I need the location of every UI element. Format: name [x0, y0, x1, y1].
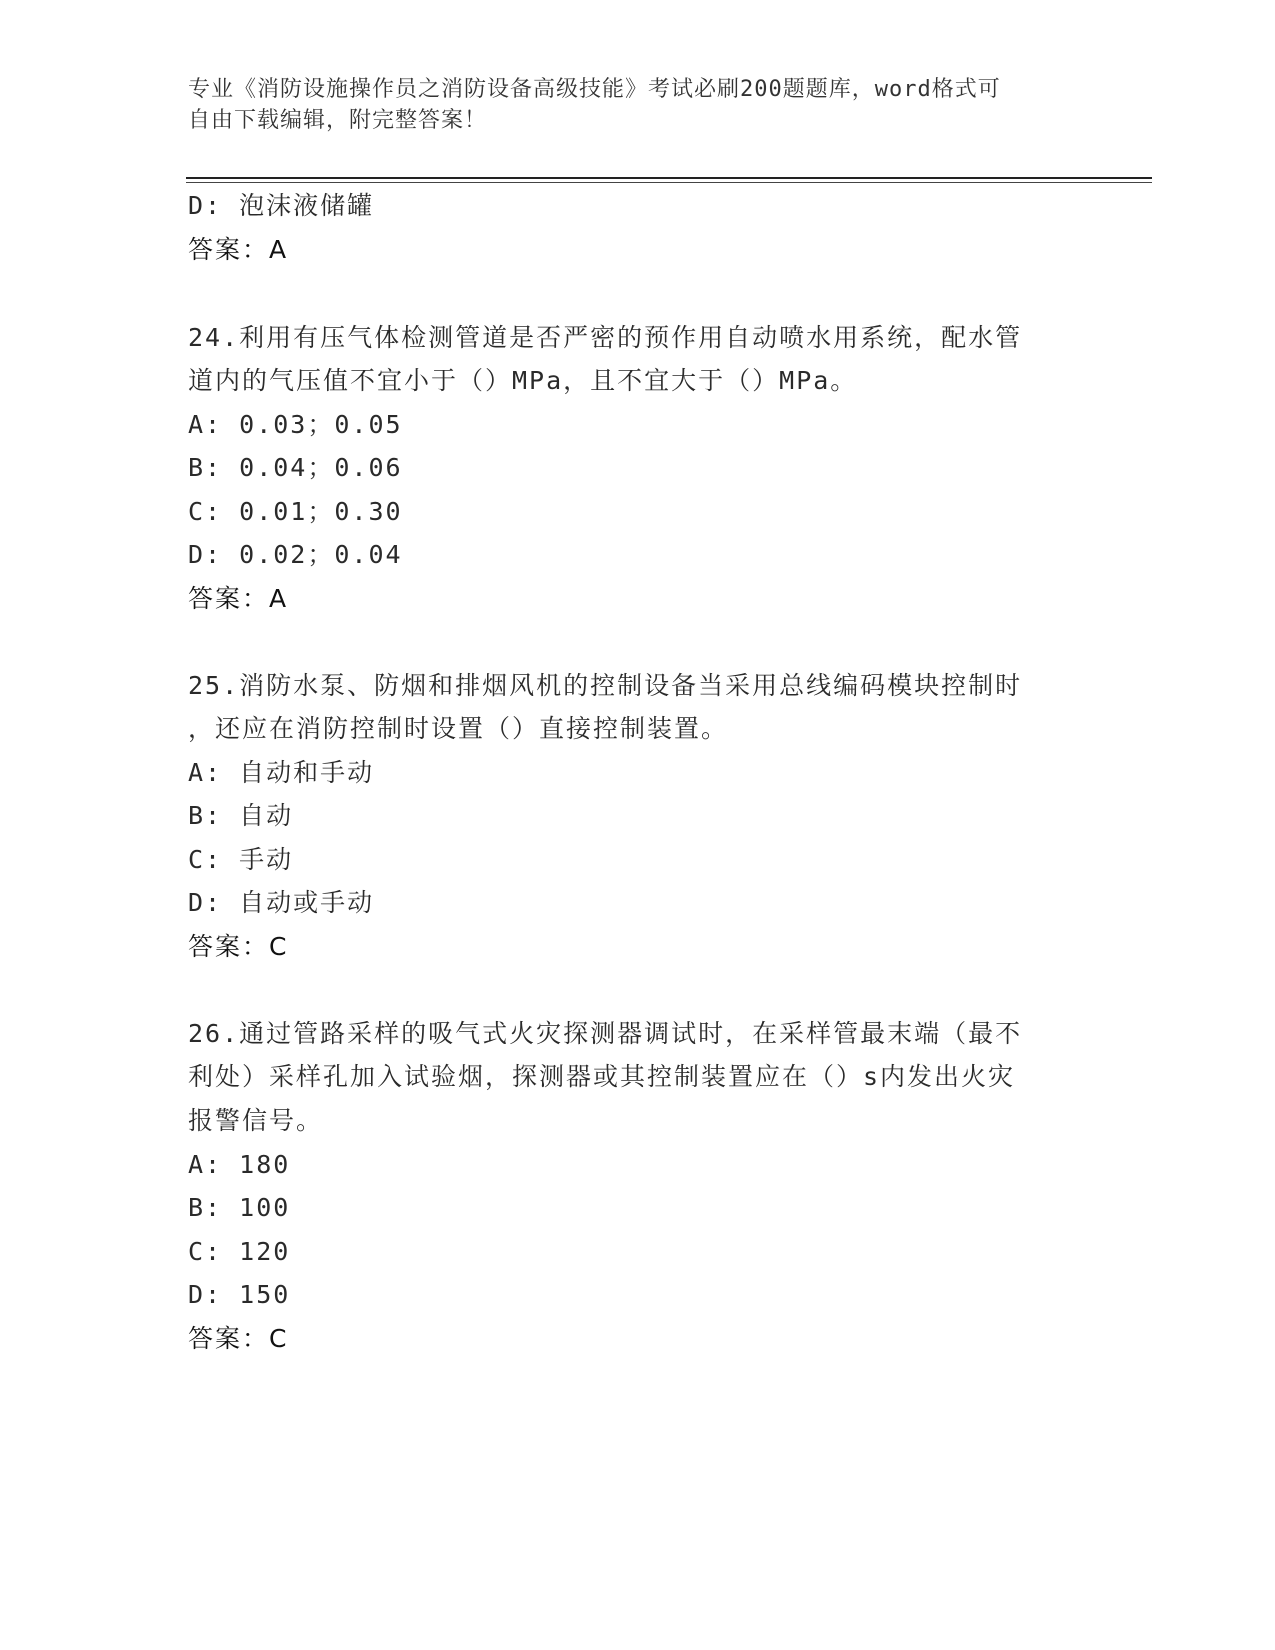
q26-option-d: D: 150: [188, 1280, 291, 1309]
q25-option-a: A: 自动和手动: [188, 758, 375, 787]
document-header: [188, 74, 1088, 136]
q26-answer: 答案：C: [188, 1324, 289, 1353]
header-divider-thin: [186, 182, 1152, 183]
q25-option-c: C: 手动: [188, 845, 294, 874]
q24-option-a: A: 0.03；0.05: [188, 410, 403, 439]
q25-option-b: B: 自动: [188, 801, 294, 830]
header-divider-thick: [186, 177, 1152, 179]
q26-option-a: A: 180: [188, 1150, 291, 1179]
q24-option-d: D: 0.02；0.04: [188, 540, 403, 569]
header-line-1: 专业《消防设施操作员之消防设备高级技能》考试必刷200题题库，word格式可: [188, 77, 1001, 102]
q24-stem-line-2: 道内的气压值不宜小于（）MPa，且不宜大于（）MPa。: [188, 366, 858, 395]
q25-stem-line-1: 25.消防水泵、防烟和排烟风机的控制设备当采用总线编码模块控制时: [188, 671, 1023, 700]
q26-option-c: C: 120: [188, 1237, 291, 1266]
q24-stem-line-1: 24.利用有压气体检测管道是否严密的预作用自动喷水用系统，配水管: [188, 323, 1023, 352]
q26-option-b: B: 100: [188, 1193, 291, 1222]
q26-stem-line-3: 报警信号。: [188, 1106, 324, 1135]
q24-option-b: B: 0.04；0.06: [188, 453, 403, 482]
q25-answer: 答案：C: [188, 932, 289, 961]
q24-option-c: C: 0.01；0.30: [188, 497, 403, 526]
q26-stem-line-1: 26.通过管路采样的吸气式火灾探测器调试时，在采样管最末端（最不: [188, 1019, 1023, 1048]
q26-stem-line-2: 利处）采样孔加入试验烟，探测器或其控制装置应在（）s内发出火灾: [188, 1062, 1016, 1091]
q25-stem-line-2: ，还应在消防控制时设置（）直接控制装置。: [188, 714, 729, 743]
header-line-2: 自由下载编辑，附完整答案！: [188, 108, 488, 133]
q23-answer: 答案：A: [188, 235, 289, 264]
q24-answer: 答案：A: [188, 584, 289, 613]
q25-option-d: D: 自动或手动: [188, 888, 375, 917]
q23-option-d: D: 泡沫液储罐: [188, 191, 375, 220]
